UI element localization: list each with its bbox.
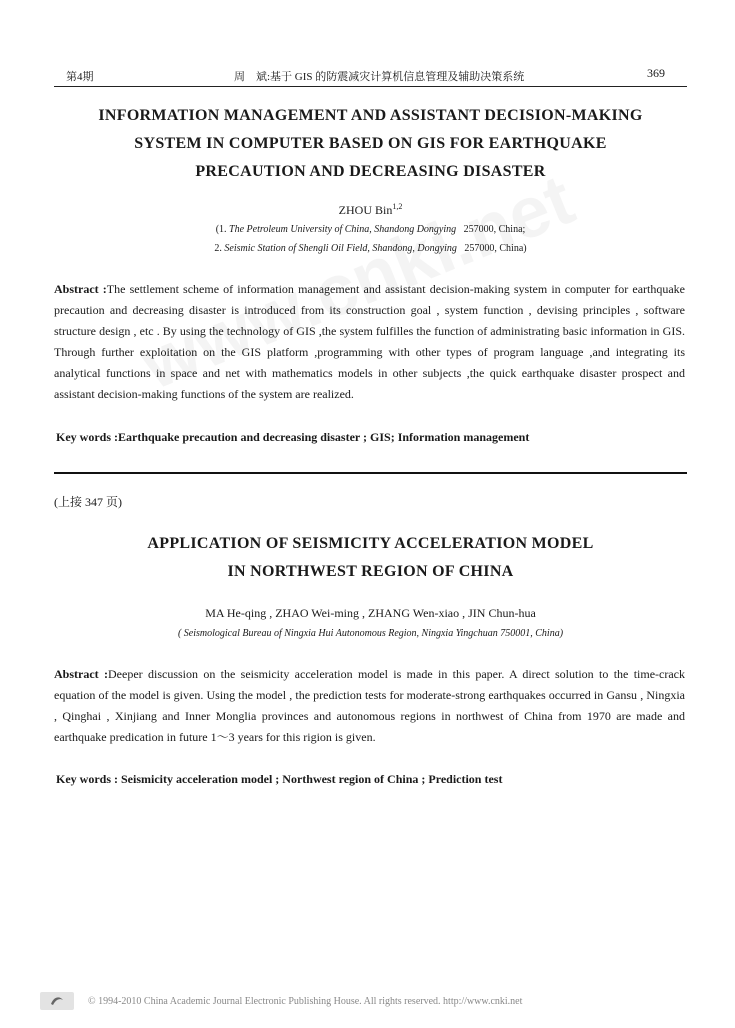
- abstract-label: Abstract :: [54, 667, 108, 681]
- continued-from-note: (上接 347 页): [54, 495, 122, 509]
- section-divider: [54, 472, 687, 474]
- author-affil-marks: 1,2: [392, 202, 403, 211]
- cnki-logo-icon: [40, 992, 74, 1010]
- article1-title-line: INFORMATION MANAGEMENT AND ASSISTANT DECISION-MAKING: [98, 107, 643, 124]
- article2-abstract: [54, 664, 685, 748]
- article1-affiliation-1: (1. The Petroleum University of China, Shandong Dongying 257000, China;: [215, 224, 526, 235]
- article2-title-line: APPLICATION OF SEISMICITY ACCELERATION MODEL: [147, 535, 594, 552]
- page-number: 369: [647, 66, 665, 80]
- article1-abstract: [54, 279, 685, 405]
- article1-affiliation-2: 2. Seismic Station of Shengli Oil Field, Shandong, Dongying 257000, China): [214, 243, 527, 254]
- author-name: ZHOU Bin: [338, 203, 393, 217]
- article1-title: [54, 102, 687, 186]
- article2-title: [54, 530, 687, 586]
- article1-title-line: SYSTEM IN COMPUTER BASED ON GIS FOR EARTHQUAKE: [134, 135, 607, 152]
- running-title: 周 斌:基于 GIS 的防震减灾计算机信息管理及辅助决策系统: [234, 71, 525, 83]
- article1-keywords: Key words :Earthquake precaution and decreasing disaster ; GIS; Information management: [56, 430, 530, 444]
- article2-title-line: IN NORTHWEST REGION OF CHINA: [227, 563, 514, 580]
- running-header: [54, 66, 687, 87]
- article2-keywords: Key words : Seismicity acceleration model ; Northwest region of China ; Prediction test: [56, 772, 503, 786]
- article1-title-line: PRECAUTION AND DECREASING DISASTER: [195, 163, 546, 180]
- copyright-text: © 1994-2010 China Academic Journal Electronic Publishing House. All rights reserved. http://www.cnki.net: [88, 996, 523, 1007]
- abstract-text: The settlement scheme of information management and assistant decision-making system in computer for earthquake precaution and decreasing disaster is introduced from its construction goal , system function , devising principles , software structure design , etc . By using the technology of GIS ,the system fulfilles the function of administrating basic information in GIS. Through further exploitation on the GIS platform ,programming with other types of program language ,and integrating its analytical functions in space and net with mathematics models in other subjects ,the quick earthquake disaster prospect and assistant decision-making functions of the system are realized.: [54, 282, 686, 401]
- article2-authors: MA He-qing , ZHAO Wei-ming , ZHANG Wen-xiao , JIN Chun-hua: [205, 606, 536, 620]
- abstract-label: Abstract :: [54, 282, 107, 296]
- article1-author: [54, 202, 687, 218]
- article2-affiliation: ( Seismological Bureau of Ningxia Hui Autonomous Region, Ningxia Yingchuan 750001, China): [177, 628, 564, 639]
- issue-number: 第4期: [66, 71, 94, 83]
- abstract-text: Deeper discussion on the seismicity acceleration model is made in this paper. A direct solution to the time-crack equation of the model is given. Using the model , the prediction tests for moderate-strong earthquakes occurred in Gansu , Ningxia , Qinghai , Xinjiang and Inner Monglia provinces and autonomous regions in northwest of China from 1970 are made and earthquake predication in future 1～3 years for this rigion is given.: [54, 667, 686, 744]
- copyright-footer: [40, 990, 690, 1014]
